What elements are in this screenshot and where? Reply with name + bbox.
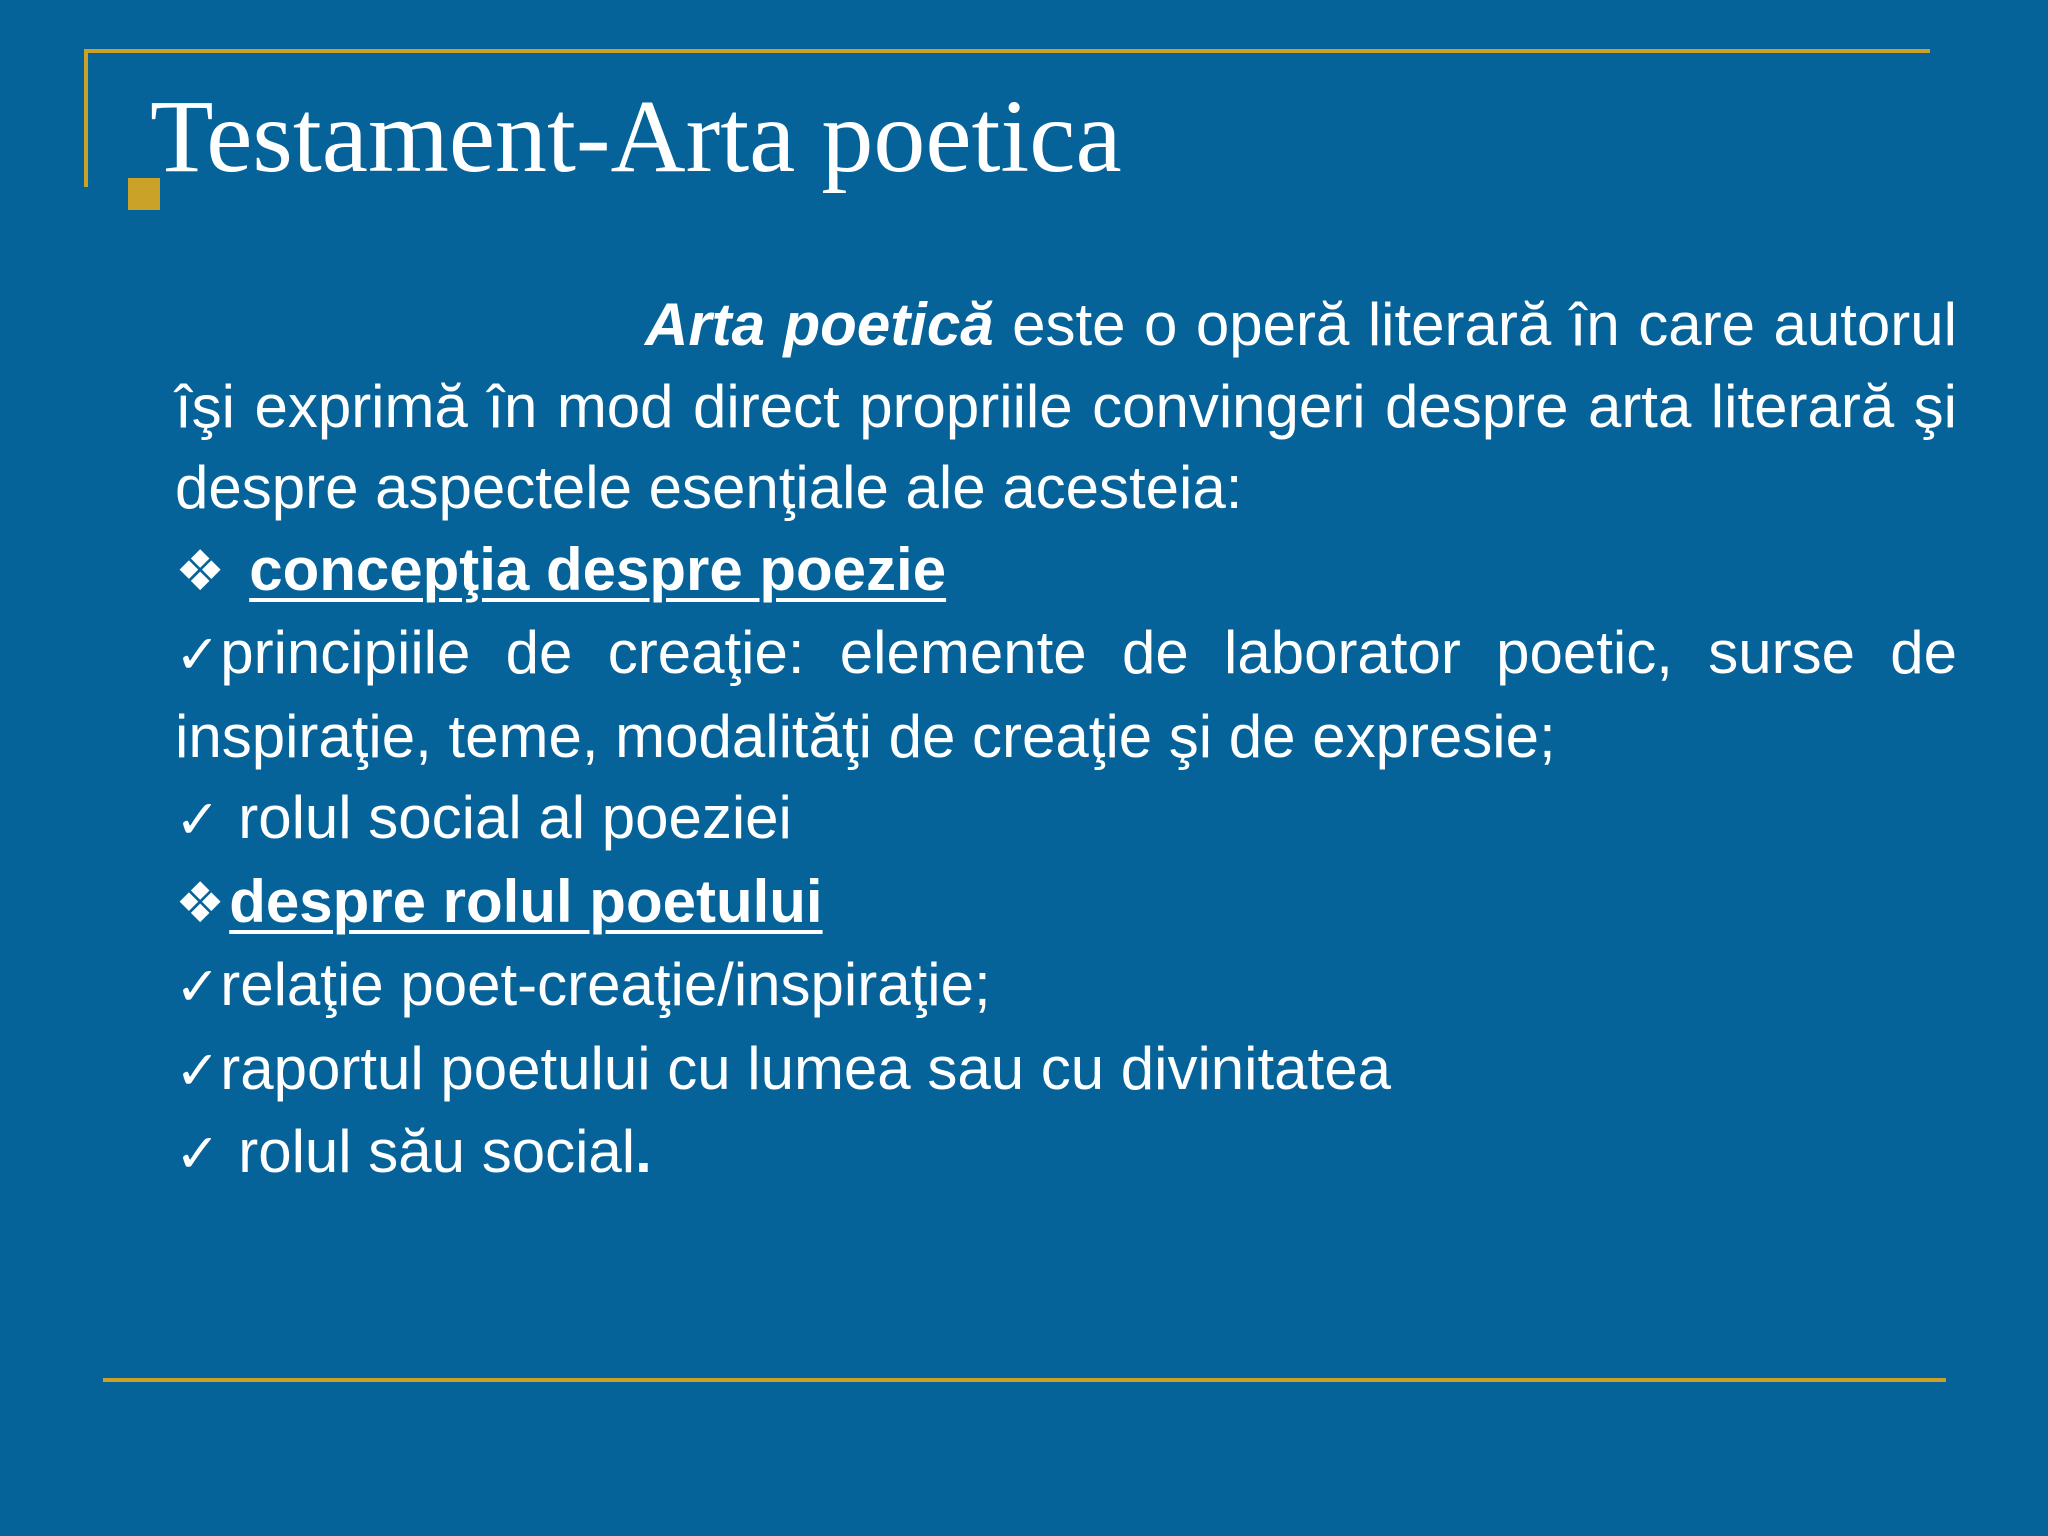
checkmark-icon: ✓ xyxy=(175,623,221,686)
check-item-3 xyxy=(175,944,1957,1028)
intro-paragraph xyxy=(175,284,1957,529)
check-item-1 xyxy=(175,612,1957,777)
check-item-1-text: principiile de creaţie: elemente de laborator poetic, surse de inspiraţie, teme, modalităţi de creaţie şi de expresie; xyxy=(175,619,1957,770)
left-rule xyxy=(84,49,88,187)
diamond-bullet-icon: ❖ xyxy=(175,870,226,936)
check-item-5 xyxy=(175,1111,1957,1195)
bullet-heading-1 xyxy=(175,529,1957,613)
slide-body xyxy=(175,284,1957,1195)
check-item-3-text: relaţie poet-creaţie/inspiraţie; xyxy=(220,951,991,1018)
check-item-4-text: raportul poetului cu lumea sau cu divinitatea xyxy=(220,1034,1391,1102)
checkmark-icon: ✓ xyxy=(175,955,221,1018)
bullet-heading-2 xyxy=(175,861,1957,945)
check-item-2 xyxy=(175,777,1957,861)
top-rule xyxy=(84,49,1930,53)
check-item-2-text: rolul social al poeziei xyxy=(238,784,792,851)
diamond-bullet-icon: ❖ xyxy=(175,538,226,604)
heading-rolul-poetului: despre rolul poetului xyxy=(229,867,823,935)
checkmark-icon: ✓ xyxy=(175,1122,221,1185)
check-item-5-text: rolul său social xyxy=(238,1118,636,1185)
heading-conceptia: concepţia despre poezie xyxy=(249,535,947,603)
check-item-5-period: . xyxy=(635,1118,652,1185)
bottom-rule xyxy=(103,1378,1946,1382)
checkmark-icon: ✓ xyxy=(175,788,221,851)
check-item-4 xyxy=(175,1028,1957,1112)
intro-text: este o operă literară în care autorul îşi exprimă în mod direct propriile convingeri despre arta literară şi despre aspectele esenţiale ale acesteia: xyxy=(175,291,1957,521)
intro-bold-term: Arta poetică xyxy=(645,291,994,358)
slide-title: Testament-Arta poetica xyxy=(150,79,1122,194)
checkmark-icon: ✓ xyxy=(175,1038,221,1102)
